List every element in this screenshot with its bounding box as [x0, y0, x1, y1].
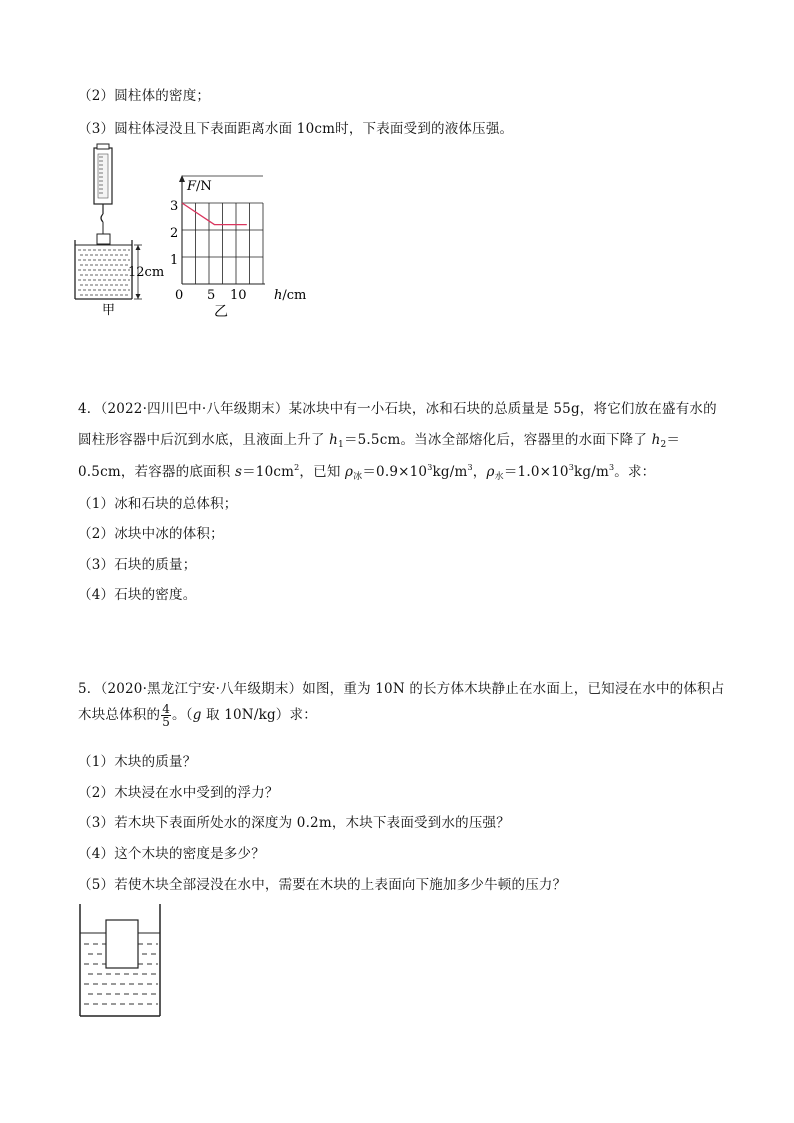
- q4-item-3: （3）石块的质量；: [78, 557, 197, 573]
- y-tick-2: 2: [170, 226, 179, 241]
- x-axis-label-unit: /cm: [282, 288, 307, 303]
- y-tick-1: 1: [170, 253, 179, 268]
- x-tick-0: 0: [175, 288, 184, 303]
- q5-item-2: （2）木块浸在水中受到的浮力？: [78, 785, 279, 801]
- q4-line-3: 0.5cm，若容器的底面积 $s=10cm^2$，已知 $\rho_冰=0.9\times 10^3kg/m^3$，$\rho_水=1.0\times 10^3kg/m^3$。求：: [78, 463, 656, 482]
- depth-label: 12cm: [128, 265, 165, 280]
- q5-item-3: （3）若木块下表面所处水的深度为 0.2m，木块下表面受到水的压强？: [78, 815, 510, 831]
- chart-series-line: [182, 203, 247, 225]
- q4-line-2: 圆柱形容器中后沉到水底，且液面上升了 $h_1=5.5cm$。当冰全部熔化后，容器里的水面下降了 $h_2=$: [78, 432, 681, 450]
- x-tick-5: 5: [207, 288, 216, 303]
- y-axis-label-unit: /N: [196, 179, 212, 194]
- q5-item-5: （5）若使木块全部浸没在水中，需要在木块的上表面向下施加多少牛顿的压力？: [78, 877, 567, 893]
- x-axis-label-var: h: [274, 288, 283, 303]
- q4-item-4: （4）石块的密度。: [78, 587, 197, 603]
- svg-text:h/cm: [274, 288, 306, 303]
- q5-line-2: 木块总体积的 $\frac{4}{5}$ 。（g 取 10N/kg）求：: [78, 702, 317, 729]
- f-h-chart: [170, 172, 320, 322]
- q5-item-1: （1）木块的质量？: [78, 754, 197, 770]
- q5-item-4: （4）这个木块的密度是多少？: [78, 846, 265, 862]
- q4-head: 4．（2022·四川巴中·八年级期末）某冰块中有一小石块，冰和石块的总质量是 55g，将它们放在盛有水的: [78, 401, 717, 417]
- figure-label-yi: 乙: [214, 304, 228, 320]
- x-tick-10: 10: [230, 288, 247, 303]
- q4-item-1: （1）冰和石块的总体积；: [78, 496, 238, 512]
- q4-item-2: （2）冰块中冰的体积；: [78, 526, 224, 542]
- wooden-block: [106, 920, 138, 968]
- figure-floating-block: [76, 900, 166, 1022]
- q3-item-2: （2）圆柱体的密度；: [78, 88, 211, 104]
- q5-head: 5．（2020·黑龙江宁安·八年级期末）如图，重为 10N 的长方体木块静止在水面上，已知浸在水中的体积占: [78, 681, 725, 697]
- y-tick-3: 3: [170, 199, 179, 214]
- fraction-four-fifths: $\frac{4}{5}$: [162, 702, 171, 729]
- figure-spring-scale-container: [70, 142, 180, 317]
- svg-text:F/N: [186, 179, 212, 194]
- y-axis-label-var: F: [187, 179, 197, 194]
- figure-label-jia: 甲: [102, 303, 116, 317]
- q3-item-3: （3）圆柱体浸没且下表面距离水面 10cm时，下表面受到的液体压强。: [78, 121, 514, 137]
